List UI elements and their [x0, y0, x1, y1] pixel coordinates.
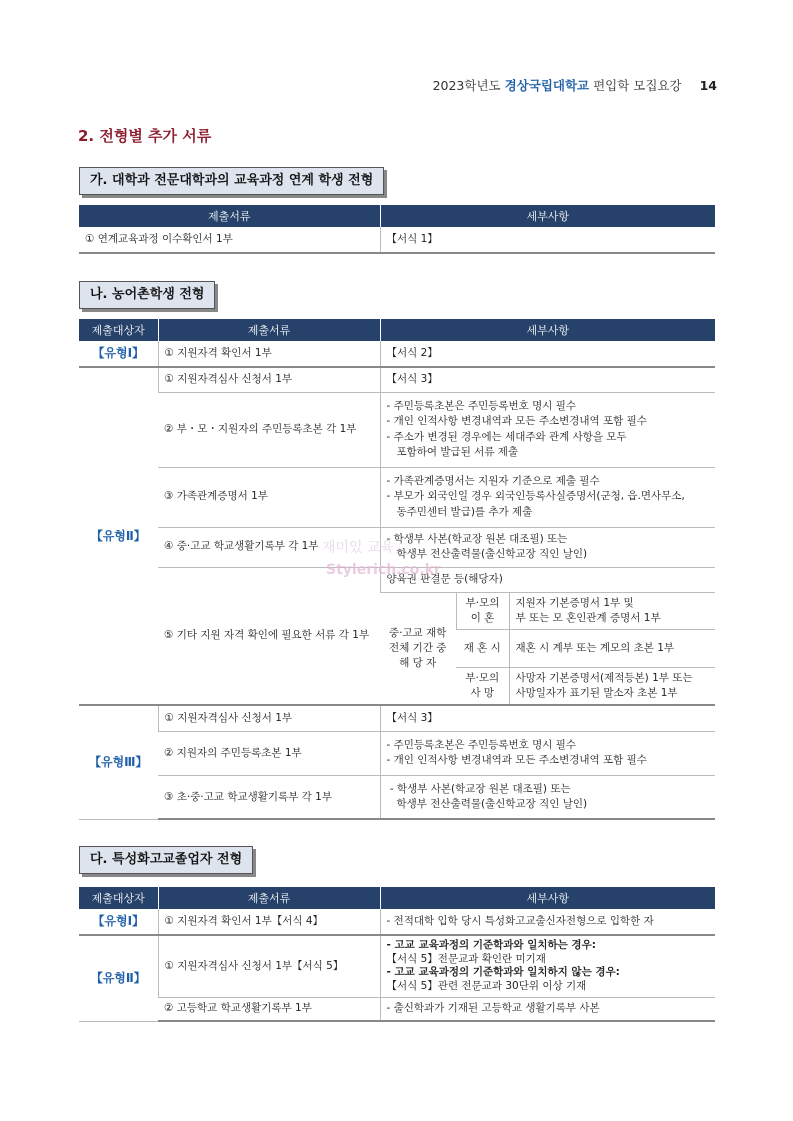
table-a	[79, 205, 715, 254]
detail-line: 사망일자가 표기된 말소자 초본 1부	[515, 687, 678, 700]
detail-line: 【서식 5】관련 전문교과 30단위 이상 기재	[386, 979, 587, 992]
detail-cell: 【서식 2】	[380, 341, 715, 367]
col-header: 제출대상자	[79, 887, 158, 909]
table-row	[79, 467, 715, 527]
detail-cell	[380, 467, 715, 527]
col-header: 세부사항	[380, 205, 715, 227]
detail-line: - 고교 교육과정의 기준학과와 일치하지 않는 경우:	[386, 966, 620, 979]
table-row	[79, 567, 715, 592]
type-label: 【유형Ⅰ】	[79, 341, 158, 367]
case-detail-cell	[509, 592, 715, 629]
table-row	[79, 909, 715, 935]
detail-line: 【서식 5】전문교과 확인란 미기재	[386, 952, 546, 965]
case-line: 사 망	[470, 687, 495, 700]
table-row	[79, 731, 715, 775]
col-header: 제출서류	[158, 887, 380, 909]
section-title: 2. 전형별 추가 서류	[78, 127, 212, 145]
detail-cell: 【서식 3】	[380, 367, 715, 392]
detail-cell: 【서식 1】	[380, 227, 715, 253]
table-b	[79, 319, 715, 820]
col-header: 세부사항	[380, 887, 715, 909]
detail-line: - 부모가 외국인일 경우 외국인등록사실증명서(군청, 읍.면사무소,	[386, 490, 685, 503]
detail-line: - 학생부 사본(학교장 원본 대조필) 또는	[386, 532, 568, 545]
detail-line: - 개인 인적사항 변경내역과 모든 주소변경내역 포함 필수	[386, 754, 647, 767]
header-university: 경상국립대학교	[504, 78, 590, 93]
detail-cell: - 전적대학 입학 당시 특성화고교출신자전형으로 입학한 자	[380, 909, 715, 935]
table-row	[79, 367, 715, 392]
doc-cell: ① 지원자격 확인서 1부【서식 4】	[158, 909, 380, 935]
subsection-title-b: 나. 농어촌학생 전형	[79, 281, 215, 309]
group-cell	[380, 592, 456, 705]
col-header: 세부사항	[380, 319, 715, 341]
detail-cell	[380, 392, 715, 467]
type-label: 【유형Ⅲ】	[79, 705, 158, 819]
table-row	[79, 227, 715, 253]
detail-cell	[380, 731, 715, 775]
detail-line: 학생부 전산출력물(출신학교장 직인 날인)	[396, 548, 588, 560]
case-detail-cell: 재혼 시 계부 또는 계모의 초본 1부	[509, 629, 715, 667]
doc-cell: ① 지원자격 확인서 1부	[158, 341, 380, 367]
doc-cell: ④ 중·고교 학교생활기록부 각 1부	[158, 527, 380, 567]
col-header: 제출서류	[158, 319, 380, 341]
col-header: 제출서류	[79, 205, 380, 227]
case-cell: 재 혼 시	[456, 629, 509, 667]
detail-line: - 개인 인적사항 변경내역과 모든 주소변경내역 포함 필수	[386, 415, 647, 428]
table-row	[79, 341, 715, 367]
table-row	[79, 392, 715, 467]
watermark-text: 재미있 교육	[322, 540, 395, 556]
case-line: 부·모의	[465, 596, 500, 609]
doc-cell: ② 고등학교 학교생활기록부 1부	[158, 997, 380, 1021]
detail-cell: 양육권 판결문 등(해당자)	[380, 567, 715, 592]
table-row	[79, 527, 715, 567]
doc-cell: ① 연계교육과정 이수확인서 1부	[79, 227, 380, 253]
doc-cell: ③ 가족관계증명서 1부	[158, 467, 380, 527]
detail-line: - 학생부 사본(학교장 원본 대조필) 또는	[386, 782, 571, 795]
detail-line: 학생부 전산출력물(출신학교장 직인 날인)	[386, 798, 588, 811]
case-line: 부·모의	[465, 671, 500, 684]
group-line: 전체 기간 중	[389, 641, 447, 654]
detail-line: - 고교 교육과정의 기준학과와 일치하는 경우:	[386, 939, 596, 951]
subsection-title-a: 가. 대학과 전문대학과의 교육과정 연계 학생 전형	[79, 167, 384, 195]
detail-line: 포함하여 발급된 서류 제출	[396, 445, 519, 458]
group-line: 해 당 자	[399, 657, 437, 670]
doc-cell: ② 부・모・지원자의 주민등록초본 각 1부	[158, 392, 380, 467]
detail-line: - 주민등록초본은 주민등록번호 명시 필수	[386, 400, 577, 413]
watermark-url: Stylerich.co.kr	[326, 562, 441, 578]
doc-cell: ① 지원자격심사 신청서 1부【서식 5】	[158, 935, 380, 997]
subsection-title-c: 다. 특성화고교졸업자 전형	[79, 846, 253, 874]
doc-cell: ② 지원자의 주민등록초본 1부	[158, 731, 380, 775]
table-row	[79, 705, 715, 731]
detail-line: 지원자 기본증명서 1부 및	[515, 596, 634, 609]
doc-cell: ① 지원자격심사 신청서 1부	[158, 705, 380, 731]
table-row	[79, 775, 715, 819]
type-label: 【유형Ⅰ】	[79, 909, 158, 935]
col-header: 제출대상자	[79, 319, 158, 341]
doc-cell: ⑤ 기타 지원 자격 확인에 필요한 서류 각 1부	[158, 567, 380, 705]
detail-line: - 주소가 변경된 경우에는 세대주와 관계 사항을 모두	[386, 430, 627, 443]
case-cell	[456, 667, 509, 705]
type-label: 【유형Ⅱ】	[79, 935, 158, 1021]
type-label: 【유형Ⅱ】	[79, 367, 158, 705]
page-number: 14	[699, 78, 717, 93]
table-row	[79, 935, 715, 997]
group-line: 중·고교 재학	[389, 626, 447, 639]
doc-cell: ① 지원자격심사 신청서 1부	[158, 367, 380, 392]
case-cell	[456, 592, 509, 629]
detail-cell	[380, 775, 715, 819]
page-header	[433, 76, 717, 94]
detail-cell: 【서식 3】	[380, 705, 715, 731]
detail-cell: - 출신학과가 기재된 고등학교 생활기록부 사본	[380, 997, 715, 1021]
detail-line: 동주민센터 발급)를 추가 제출	[396, 505, 533, 518]
table-c	[79, 887, 715, 1022]
detail-cell	[380, 527, 715, 567]
doc-cell: ③ 초·중·고교 학교생활기록부 각 1부	[158, 775, 380, 819]
detail-line: 사망자 기본증명서(제적등본) 1부 또는	[515, 671, 693, 684]
case-detail-cell	[509, 667, 715, 705]
header-year: 2023학년도	[432, 78, 501, 93]
detail-line: 부 또는 모 혼인관계 증명서 1부	[515, 611, 661, 624]
case-line: 이 혼	[470, 611, 495, 624]
header-doc-title: 편입학 모집요강	[593, 78, 682, 93]
detail-cell	[380, 935, 715, 997]
detail-line: - 주민등록초본은 주민등록번호 명시 필수	[386, 739, 577, 752]
table-row	[79, 997, 715, 1021]
detail-line: - 가족관계증명서는 지원자 기준으로 제출 필수	[386, 475, 600, 488]
